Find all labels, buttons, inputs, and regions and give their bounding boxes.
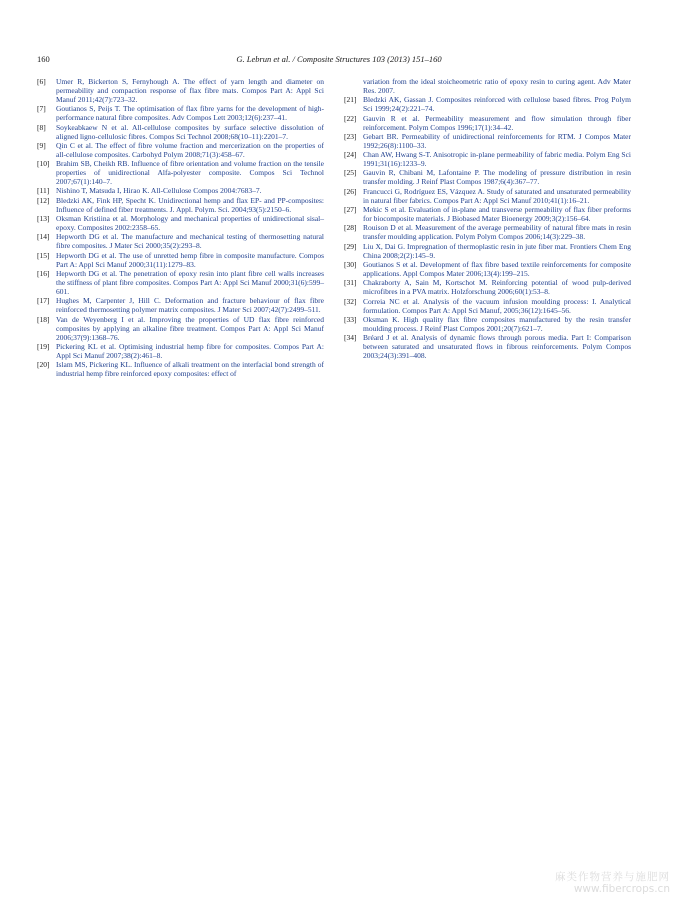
reference-link[interactable]: Oksman K. High quality flax fibre composites manufactured by the resin transfer moulding process. J Reinf Plast Compos 2001;20(7):621–7. xyxy=(363,314,631,333)
reference-entry xyxy=(37,77,324,104)
reference-entry xyxy=(344,168,631,186)
reference-entry xyxy=(344,132,631,150)
reference-entry xyxy=(37,315,324,342)
reference-number: [12] xyxy=(37,195,50,205)
reference-entry xyxy=(37,360,324,378)
reference-link[interactable]: Hepworth DG et al. The use of unretted hemp fibre in composite manufacture. Compos Part A: Appl Sci Manuf 2000;31(11):1279–83. xyxy=(56,250,324,269)
reference-link[interactable]: Bledzki AK, Fink HP, Specht K. Unidirectional hemp and flax EP- and PP-composites: Influence of defined fiber treatments. J. Appl. Polym. Sci. 2004;93(5):2150–6. xyxy=(56,195,324,214)
watermark xyxy=(555,871,670,895)
reference-link[interactable]: Oksman Kristiina et al. Morphology and mechanical properties of unidirectional sisal–epoxy. Composites 2002:2358–65. xyxy=(56,214,324,233)
references-right-column xyxy=(344,77,631,360)
reference-number: [11] xyxy=(37,186,50,196)
reference-number: [25] xyxy=(344,168,357,178)
reference-number: [19] xyxy=(37,341,50,351)
reference-link[interactable]: Brahim SB, Cheikh RB. Influence of fibre orientation and volume fraction on the tensile properties of unidirectional Alfa-polyester composite. Compos Sci Technol 2007;67(1):140–7. xyxy=(56,159,324,187)
reference-link[interactable]: Bréard J et al. Analysis of dynamic flows through porous media. Part I: Comparison between saturated and unsaturated flows in fibrous reinforcements. Polym Compos 2003;24(3):391–408. xyxy=(363,333,631,361)
reference-link[interactable]: Mekic S et al. Evaluation of in-plane and transverse permeability of flax fiber preforms for biocomposite materials. J Biobased Mater Bioenergy 2009;3(2):156–64. xyxy=(363,205,631,224)
reference-number: [33] xyxy=(344,314,357,324)
reference-link[interactable]: Gauvin R, Chibani M, Lafontaine P. The modeling of pressure distribution in resin transfer molding. J Reinf Plast Compos 1987;6(4):367–77. xyxy=(363,168,631,187)
reference-entry xyxy=(37,196,324,214)
reference-number: [29] xyxy=(344,241,357,251)
reference-link[interactable]: variation from the ideal stoicheometric ratio of epoxy resin to curing agent. Adv Mater Res. 2007. xyxy=(363,77,631,95)
reference-entry xyxy=(344,187,631,205)
reference-number: [28] xyxy=(344,223,357,233)
reference-link[interactable]: Rouison D et al. Measurement of the average permeability of natural fibre mats in resin transfer moulding application. Polym Polym Compos 2006;14(3):229–38. xyxy=(363,223,631,242)
reference-entry xyxy=(37,123,324,141)
reference-link[interactable]: Van de Weyenberg I et al. Improving the properties of UD flax fibre reinforced composites by applying an alkaline fibre treatment. Compos Part A: Appl Sci Manuf 2006;37(9):1368–76. xyxy=(56,314,324,342)
reference-number: [6] xyxy=(37,77,46,86)
reference-number: [30] xyxy=(344,259,357,269)
reference-link[interactable]: Bledzki AK, Gassan J. Composites reinforced with cellulose based fibres. Prog Polym Sci 1999;24(2):221–74. xyxy=(363,95,631,114)
reference-number: [23] xyxy=(344,131,357,141)
reference-entry xyxy=(37,269,324,296)
page-number: 160 xyxy=(37,54,50,64)
reference-entry xyxy=(344,242,631,260)
reference-link[interactable]: Qin C et al. The effect of fibre volume fraction and mercerization on the properties of all-cellulose composites. Carbohyd Polym 2008;71(3):458–67. xyxy=(56,140,324,159)
reference-entry xyxy=(344,77,631,95)
reference-entry xyxy=(344,315,631,333)
reference-link[interactable]: Pickering KL et al. Optimising industrial hemp fibre for composites. Compos Part A: Appl Sci Manuf 2007;38(2):461–8. xyxy=(56,341,324,360)
reference-number: [24] xyxy=(344,150,357,160)
reference-entry xyxy=(344,278,631,296)
reference-number: [21] xyxy=(344,95,357,105)
watermark-url: www.fibercrops.cn xyxy=(573,883,670,895)
page-header xyxy=(37,54,641,66)
reference-entry xyxy=(37,104,324,122)
reference-number: [13] xyxy=(37,214,50,224)
reference-link[interactable]: Nishino T, Matsuda I, Hirao K. All-Cellulose Compos 2004:7683–7. xyxy=(56,186,262,196)
reference-link[interactable]: Hughes M, Carpenter J, Hill C. Deformation and fracture behaviour of flax fibre reinforced thermosetting polymer matrix composites. J Mater Sci 2007;42(7):2499–511. xyxy=(56,296,324,315)
reference-entry xyxy=(37,251,324,269)
reference-entry xyxy=(37,159,324,186)
reference-number: [9] xyxy=(37,140,46,150)
reference-number: [10] xyxy=(37,159,50,169)
reference-number: [34] xyxy=(344,333,357,343)
reference-link[interactable]: Goutianos S et al. Development of flax fibre based textile reinforcements for composite applications. Appl Compos Mater 2006;13(4):199–215. xyxy=(363,259,631,278)
reference-entry xyxy=(37,342,324,360)
reference-link[interactable]: Francucci G, Rodríguez ES, Vázquez A. Study of saturated and unsaturated permeability in natural fiber fabrics. Compos Part A: Appl Sci Manuf 2010;41(1):16–21. xyxy=(363,186,631,205)
reference-entry xyxy=(344,333,631,360)
reference-link[interactable]: Goutianos S, Peijs T. The optimisation of flax fibre yarns for the development of high-performance natural fibre composites. Adv Compos Lett 2003;12(6):237–41. xyxy=(56,104,324,123)
reference-link[interactable]: Chakraborty A, Sain M, Kortschot M. Reinforcing potential of wood pulp-derived microfibres in a PVA matrix. Holzforschung 2006;60(1):53–8. xyxy=(363,278,631,297)
reference-entry xyxy=(344,114,631,132)
reference-number: [27] xyxy=(344,205,357,215)
reference-entry xyxy=(37,186,324,195)
reference-entry xyxy=(37,214,324,232)
reference-number: [18] xyxy=(37,314,50,324)
reference-entry xyxy=(344,223,631,241)
reference-link[interactable]: Chan AW, Hwang S-T. Anisotropic in-plane permeability of fabric media. Polym Eng Sci 1991;31(16):1233–9. xyxy=(363,150,631,169)
reference-link[interactable]: Gebart BR. Permeability of unidirectional reinforcements for RTM. J Compos Mater 1992;26(8):1100–33. xyxy=(363,131,631,150)
reference-entry xyxy=(37,141,324,159)
reference-link[interactable]: Islam MS, Pickering KL. Influence of alkali treatment on the interfacial bond strength of industrial hemp fibre reinforced epoxy composites: effect of xyxy=(56,360,324,379)
reference-number: [15] xyxy=(37,250,50,260)
reference-entry xyxy=(37,232,324,250)
reference-entry xyxy=(37,296,324,314)
running-head: G. Lebrun et al. / Composite Structures 103 (2013) 151–160 xyxy=(236,54,442,64)
reference-number: [17] xyxy=(37,296,50,306)
reference-entry xyxy=(344,150,631,168)
reference-number: [32] xyxy=(344,296,357,306)
reference-link[interactable]: Liu X, Dai G. Impregnation of thermoplastic resin in jute fiber mat. Frontiers Chem Eng China 2008;2(2):145–9. xyxy=(363,241,631,260)
reference-number: [22] xyxy=(344,113,357,123)
references-left-column xyxy=(37,77,324,378)
reference-number: [14] xyxy=(37,232,50,242)
reference-number: [8] xyxy=(37,122,46,132)
watermark-site-name: 麻类作物营养与施肥网 xyxy=(555,871,670,883)
reference-link[interactable]: Umer R, Bickerton S, Fernyhough A. The effect of yarn length and diameter on permeability and compaction response of flax fibre mats. Compos Part A: Appl Sci Manuf 2011;42(7):723–32. xyxy=(56,77,324,104)
reference-number: [26] xyxy=(344,186,357,196)
reference-link[interactable]: Correia NC et al. Analysis of the vacuum infusion moulding process: I. Analytical formulation. Compos Part A: Appl Sci Manuf, 2005;36(12):1645–56. xyxy=(363,296,631,315)
reference-number: [31] xyxy=(344,278,357,288)
reference-number: [20] xyxy=(37,360,50,370)
reference-entry xyxy=(344,95,631,113)
reference-link[interactable]: Hepworth DG et al. The penetration of epoxy resin into plant fibre cell walls increases the stiffness of plant fibre composites. Compos Part A: Appl Sci Manuf 2000;31(6):599–601. xyxy=(56,268,324,296)
reference-entry xyxy=(344,205,631,223)
reference-entry xyxy=(344,260,631,278)
reference-link[interactable]: Gauvin R et al. Permeability measurement and flow simulation through fiber reinforcement. Polym Compos 1996;17(1):34–42. xyxy=(363,113,631,132)
reference-entry xyxy=(344,297,631,315)
reference-link[interactable]: Soykeabkaew N et al. All-cellulose composites by surface selective dissolution of aligned ligno-cellulosic fibres. Compos Sci Technol 2008;68(10–11):2201–7. xyxy=(56,122,324,141)
reference-link[interactable]: Hepworth DG et al. The manufacture and mechanical testing of thermosetting natural fibre composites. J Mater Sci 2000;35(2):293–8. xyxy=(56,232,324,251)
reference-number: [16] xyxy=(37,268,50,278)
reference-number: [7] xyxy=(37,104,46,114)
